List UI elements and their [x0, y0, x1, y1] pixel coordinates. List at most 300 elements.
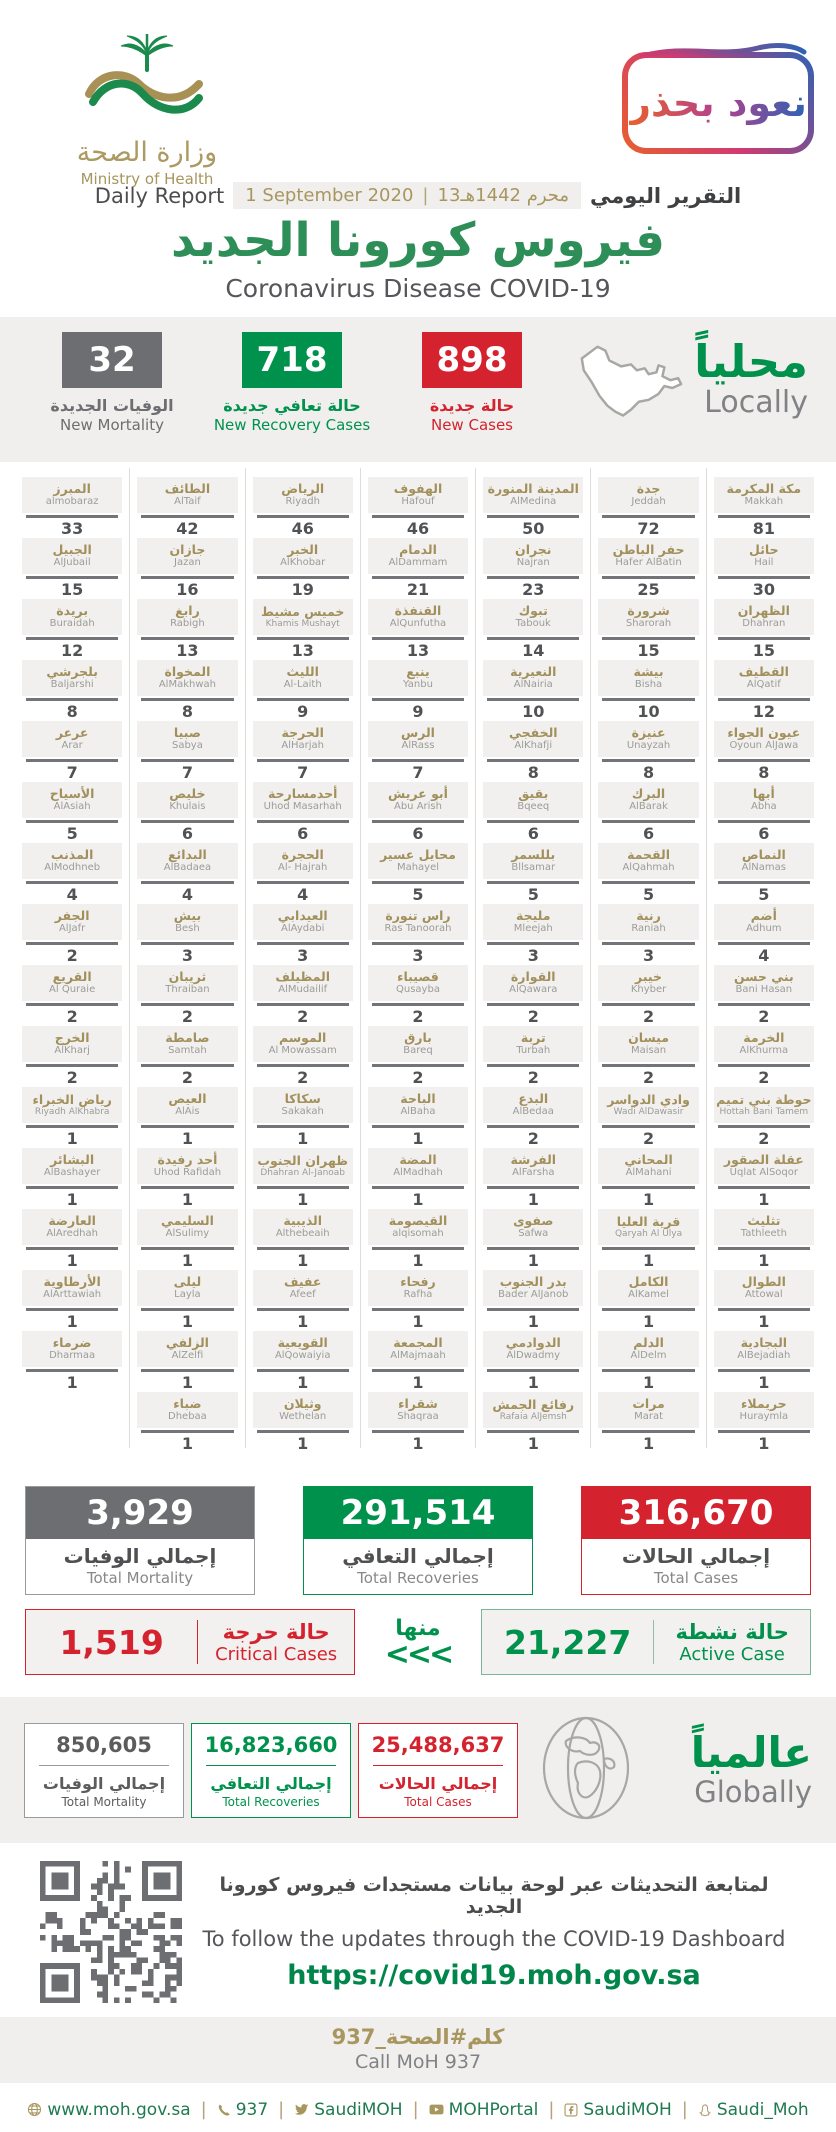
city-name-en: Hafer AlBatin	[615, 557, 682, 569]
city-cell	[130, 655, 244, 721]
city-name-ar: بيش	[173, 908, 202, 924]
city-name-en: Sharorah	[625, 618, 672, 630]
city-cell	[476, 1021, 590, 1087]
divider	[602, 1003, 694, 1006]
divider	[718, 759, 810, 762]
city-name-ar: المذنب	[50, 847, 94, 863]
city-name-ar: الأرطاوية	[43, 1274, 101, 1290]
global-recoveries-value: 16,823,660	[204, 1732, 338, 1757]
city-name-en: AlQawara	[509, 984, 558, 996]
divider	[372, 1186, 464, 1189]
city-column	[590, 468, 705, 1453]
city-cell	[591, 655, 705, 721]
city-name-en: AlQowaiyia	[274, 1350, 331, 1362]
total-mortality-label-en: Total Mortality	[86, 1569, 194, 1587]
moh-logo-english: Ministry of Health	[80, 170, 214, 188]
global-cases-box	[358, 1723, 518, 1818]
city-case-count: 6	[642, 823, 655, 843]
divider	[257, 1308, 349, 1311]
city-case-count: 10	[637, 701, 660, 721]
city-name-ar: القريع	[52, 969, 92, 985]
city-name-ar: البجادية	[740, 1335, 788, 1351]
city-name-en: Bareq	[403, 1045, 433, 1057]
city-case-count: 1	[527, 1311, 539, 1331]
city-name-en: Unayzah	[626, 740, 671, 752]
local-totals	[0, 1486, 836, 1595]
city-case-count: 13	[291, 640, 314, 660]
divider	[141, 1430, 233, 1433]
city-case-count: 1	[66, 1128, 78, 1148]
new-mortality-label-en: New Mortality	[60, 416, 164, 434]
city-name-ar: عيون الجواء	[727, 725, 801, 741]
active-label-ar: حالة نشطة	[675, 1619, 789, 1644]
city-name-en: Layla	[174, 1289, 201, 1301]
city-name-en: Uhod Rafidah	[153, 1167, 222, 1179]
city-cell	[476, 838, 590, 904]
city-cell	[591, 1143, 705, 1209]
city-case-count: 1	[642, 1372, 655, 1392]
city-name-en: Hottah Bani Tamem	[719, 1106, 809, 1117]
city-name-ar: الطائف	[164, 481, 211, 497]
city-name-en: Dhebaa	[168, 1411, 207, 1423]
divider	[718, 942, 810, 945]
divider	[372, 1003, 464, 1006]
city-case-count: 2	[527, 1067, 539, 1087]
city-case-count: 16	[176, 579, 199, 599]
badge-label: نعود بحذر	[629, 81, 807, 125]
divider	[26, 576, 118, 579]
city-case-count: 21	[406, 579, 430, 599]
footer-separator: |	[278, 2099, 285, 2120]
city-name-ar: رفائع الجمش	[492, 1396, 575, 1412]
city-name-ar: السليمي	[160, 1213, 214, 1229]
city-cell	[15, 1326, 129, 1392]
divider	[141, 1369, 233, 1372]
city-cell	[591, 899, 705, 965]
divider	[257, 1247, 349, 1250]
city-name-ar: قصيباء	[397, 969, 439, 985]
divider	[602, 1308, 694, 1311]
city-cell	[707, 1326, 821, 1392]
footer-link-saudimoh[interactable]	[294, 2100, 402, 2120]
new-recoveries-label-en: New Recovery Cases	[213, 416, 371, 434]
city-name-ar: حائل	[749, 542, 779, 558]
active-label-en: Active Case	[679, 1643, 785, 1665]
city-name-en: AlBedaa	[512, 1106, 554, 1118]
city-cell	[476, 1265, 590, 1331]
global-recoveries-label-ar: إجمالي التعافي	[210, 1773, 332, 1793]
city-cell	[707, 1387, 821, 1453]
city-case-count: 1	[181, 1250, 193, 1270]
divider	[257, 1369, 349, 1372]
city-name-en: Riyadh AlKhabra	[34, 1106, 110, 1117]
divider	[372, 1308, 464, 1311]
city-cell	[130, 1021, 244, 1087]
new-recoveries-stat	[208, 332, 376, 434]
divider	[372, 881, 464, 884]
city-cell	[476, 655, 590, 721]
divider	[257, 637, 349, 640]
divider	[602, 576, 694, 579]
city-cell	[591, 1265, 705, 1331]
local-stats-band	[0, 317, 836, 462]
globally-label-ar: عالمياً	[690, 1727, 812, 1777]
critical-active-band	[0, 1609, 836, 1675]
city-name-en: AlHarjah	[281, 740, 325, 752]
city-cell	[707, 533, 821, 599]
city-name-en: AlModhneb	[44, 862, 101, 874]
return-with-caution-badge	[622, 52, 814, 154]
call-moh-band	[0, 2017, 836, 2083]
snapchat-icon	[698, 2103, 712, 2117]
city-cell	[476, 1143, 590, 1209]
global-cases-label-en: Total Cases	[404, 1794, 472, 1809]
city-case-count: 30	[752, 579, 775, 599]
city-case-count: 1	[412, 1311, 424, 1331]
city-name-en: Mahayel	[396, 862, 440, 874]
city-cell	[130, 533, 244, 599]
divider	[26, 515, 118, 518]
city-case-count: 8	[642, 762, 655, 782]
city-cell	[15, 594, 129, 660]
city-name-ar: نجران	[515, 542, 552, 558]
divider	[602, 1125, 694, 1128]
city-cell	[246, 533, 360, 599]
qr-code	[40, 1861, 182, 2003]
city-cell	[130, 960, 244, 1026]
city-cell	[361, 655, 475, 721]
city-name-ar: البرك	[631, 786, 666, 802]
city-name-en: Maisan	[630, 1045, 667, 1057]
city-cell	[15, 1143, 129, 1209]
city-name-en: Shaqraa	[397, 1411, 439, 1423]
city-cell	[591, 1387, 705, 1453]
city-name-en: AlDelm	[630, 1350, 667, 1362]
city-name-en: Khyber	[630, 984, 667, 996]
city-case-count: 2	[758, 1006, 770, 1026]
city-cell	[476, 533, 590, 599]
city-name-en: AlDwadmy	[506, 1350, 561, 1362]
city-name-ar: بريدة	[56, 603, 89, 619]
city-cell	[15, 1021, 129, 1087]
city-case-count: 13	[406, 640, 430, 660]
city-name-ar: البدائع	[168, 847, 207, 863]
city-name-en: Turbah	[516, 1045, 551, 1057]
divider	[373, 1765, 503, 1766]
divider	[372, 1430, 464, 1433]
city-name-en: Rafha	[403, 1289, 433, 1301]
divider	[39, 1765, 169, 1766]
city-name-ar: المدينة المنورة	[487, 481, 579, 497]
city-cell	[246, 716, 360, 782]
city-cell	[15, 1204, 129, 1270]
city-case-count: 1	[758, 1433, 770, 1453]
city-cell	[246, 472, 360, 538]
city-case-count: 8	[181, 701, 193, 721]
city-name-ar: وثيلان	[283, 1396, 322, 1412]
city-case-count: 1	[527, 1250, 539, 1270]
city-name-ar: الحجرة	[281, 847, 324, 863]
dashboard-url-link[interactable]: https://covid19.moh.gov.sa	[287, 1959, 701, 1991]
city-case-count: 2	[66, 1067, 78, 1087]
city-name-ar: حوطة بني تميم	[716, 1091, 812, 1107]
city-case-count: 33	[61, 518, 84, 538]
critical-cases-value: 1,519	[59, 1622, 164, 1662]
footer-link-937[interactable]	[217, 2100, 268, 2120]
city-cell	[361, 838, 475, 904]
city-name-ar: القنفذة	[394, 603, 442, 619]
footer-link-www-moh-gov-sa[interactable]	[27, 2100, 190, 2120]
city-cell	[707, 1265, 821, 1331]
city-name-en: Al Mowassam	[268, 1045, 337, 1057]
city-name-en: Buraidah	[49, 618, 95, 630]
city-cell	[361, 1021, 475, 1087]
total-recoveries-value: 291,514	[304, 1487, 532, 1539]
divider	[718, 637, 810, 640]
globe-icon	[536, 1713, 636, 1827]
city-name-en: AlJafr	[58, 923, 86, 935]
city-case-count: 2	[66, 945, 78, 965]
city-cell	[707, 838, 821, 904]
city-cell	[15, 960, 129, 1026]
city-name-ar: ضباء	[173, 1396, 202, 1412]
city-cell	[246, 1082, 360, 1148]
globally-section-label	[690, 1727, 812, 1810]
city-cell	[130, 1326, 244, 1392]
divider	[372, 1247, 464, 1250]
city-name-ar: الليث	[286, 664, 319, 680]
city-name-ar: الدوادمي	[505, 1335, 561, 1351]
city-name-ar: بني حسن	[733, 969, 794, 985]
global-cases-label-ar: إجمالي الحالات	[378, 1773, 498, 1793]
city-case-count: 1	[297, 1128, 309, 1148]
city-name-ar: تربة	[520, 1030, 546, 1046]
divider	[718, 820, 810, 823]
city-cell	[361, 594, 475, 660]
footer-link-mohportal[interactable]	[429, 2100, 539, 2120]
footer-link-label: www.moh.gov.sa	[47, 2099, 191, 2120]
new-cases-label-en: New Cases	[430, 416, 513, 434]
new-cases-value: 898	[422, 332, 522, 388]
city-name-ar: البشائر	[50, 1152, 95, 1168]
city-case-count: 1	[412, 1433, 424, 1453]
city-cell	[591, 1326, 705, 1392]
city-name-ar: القوارة	[510, 969, 556, 985]
city-name-en: Bqeeq	[517, 801, 550, 813]
divider	[26, 759, 118, 762]
city-cell	[130, 777, 244, 843]
city-name-en: Riyadh	[285, 496, 320, 508]
city-case-count: 6	[297, 823, 309, 843]
city-name-en: Raniah	[631, 923, 666, 935]
city-cell	[476, 1204, 590, 1270]
moh-logo-icon	[77, 32, 217, 137]
city-cell	[15, 899, 129, 965]
city-cell	[130, 1204, 244, 1270]
city-cell	[707, 594, 821, 660]
city-case-count: 7	[181, 762, 193, 782]
city-name-ar: الطوال	[741, 1274, 786, 1290]
city-cell	[15, 838, 129, 904]
city-cell	[591, 1082, 705, 1148]
divider	[602, 942, 694, 945]
divider	[141, 942, 233, 945]
city-case-count: 25	[637, 579, 660, 599]
locally-label-en: Locally	[704, 385, 808, 421]
city-cell	[591, 472, 705, 538]
city-name-en: AlAis	[175, 1106, 200, 1118]
city-name-ar: الحرجة	[281, 725, 324, 741]
left-chevrons-icon: <<<	[384, 1637, 452, 1672]
city-name-ar: الخرج	[54, 1030, 90, 1046]
city-name-en: Qusayba	[396, 984, 440, 996]
divider	[487, 881, 579, 884]
divider	[602, 698, 694, 701]
city-cell	[476, 716, 590, 782]
city-name-ar: تبوك	[518, 603, 548, 619]
city-name-en: Jazan	[174, 557, 201, 569]
total-recoveries-label-ar: إجمالي التعافي	[342, 1544, 494, 1568]
total-mortality-box	[25, 1486, 255, 1595]
city-name-ar: شرورة	[627, 603, 670, 619]
city-name-en: Bisha	[634, 679, 663, 691]
city-cell	[246, 1204, 360, 1270]
city-case-count: 1	[181, 1189, 193, 1209]
city-name-en: AlAredhah	[46, 1228, 98, 1240]
city-case-count: 1	[642, 1250, 655, 1270]
divider	[487, 515, 579, 518]
city-name-en: Makkah	[744, 496, 784, 508]
divider	[141, 1308, 233, 1311]
city-name-ar: بقيق	[518, 786, 549, 802]
city-name-ar: بارق	[404, 1030, 432, 1046]
divider	[141, 698, 233, 701]
of-which-label-ar: منها	[395, 1616, 441, 1641]
divider	[487, 759, 579, 762]
city-name-ar: المخواة	[164, 664, 211, 680]
city-case-count: 6	[412, 823, 424, 843]
city-cell	[476, 777, 590, 843]
city-case-count: 1	[758, 1189, 770, 1209]
city-case-count: 1	[527, 1189, 539, 1209]
city-cell	[361, 899, 475, 965]
footer-link-label: SaudiMOH	[583, 2099, 672, 2120]
footer-separator: |	[200, 2099, 207, 2120]
city-case-count: 6	[527, 823, 539, 843]
active-cases-value: 21,227	[503, 1622, 632, 1662]
city-case-count: 46	[291, 518, 314, 538]
city-name-en: AlKhurma	[739, 1045, 789, 1057]
city-case-count: 5	[642, 884, 655, 904]
city-case-count: 15	[637, 640, 660, 660]
city-case-count: 1	[527, 1372, 539, 1392]
city-name-ar: المضة	[399, 1152, 437, 1168]
city-name-ar: الدمام	[399, 542, 437, 558]
city-case-count: 7	[66, 762, 78, 782]
city-name-ar: سكاكا	[284, 1091, 321, 1107]
footer-link-saudi-moh[interactable]	[698, 2100, 809, 2120]
city-case-count: 1	[758, 1311, 770, 1331]
city-name-ar: أبها	[752, 786, 775, 802]
city-cell	[476, 1082, 590, 1148]
divider	[718, 698, 810, 701]
global-mortality-value: 850,605	[56, 1732, 152, 1757]
city-name-en: Rabigh	[170, 618, 205, 630]
city-case-count: 3	[181, 945, 193, 965]
badge-swoosh-icon	[638, 40, 808, 60]
page-title-arabic: فيروس كورونا الجديد	[171, 213, 665, 268]
city-name-ar: تثليث	[747, 1213, 781, 1229]
city-cell	[361, 1204, 475, 1270]
footer-link-label: MOHPortal	[448, 2099, 539, 2120]
city-name-en: AlAydabi	[281, 923, 325, 935]
divider	[26, 820, 118, 823]
city-cell	[591, 716, 705, 782]
city-name-en: Najran	[516, 557, 550, 569]
city-name-ar: الظهران	[737, 603, 790, 619]
city-name-en: Rafaia AlJemsh	[499, 1411, 567, 1422]
city-name-ar: عقلة الصقور	[723, 1152, 804, 1168]
divider	[26, 1064, 118, 1067]
city-name-ar: الهفوف	[393, 481, 443, 497]
divider	[141, 881, 233, 884]
city-case-count: 9	[412, 701, 424, 721]
city-name-en: Sabya	[171, 740, 203, 752]
city-cell	[476, 472, 590, 538]
city-name-ar: حفر الباطن	[612, 542, 685, 558]
city-case-count: 8	[758, 762, 770, 782]
call-moh-en: Call MoH 937	[354, 2051, 482, 2073]
city-case-count: 4	[66, 884, 78, 904]
footer-link-saudimoh[interactable]	[564, 2100, 671, 2120]
city-case-count: 13	[176, 640, 199, 660]
city-name-ar: ضرماء	[52, 1335, 92, 1351]
city-case-count: 1	[181, 1433, 193, 1453]
city-name-en: AlKhafji	[514, 740, 553, 752]
divider	[602, 1064, 694, 1067]
city-cell	[476, 960, 590, 1026]
divider	[602, 1247, 694, 1250]
city-name-ar: المبرز	[53, 481, 91, 497]
divider	[141, 637, 233, 640]
city-case-count: 2	[412, 1006, 424, 1026]
city-name-en: AlNairia	[513, 679, 553, 691]
city-cell	[707, 777, 821, 843]
city-name-en: Bani Hasan	[735, 984, 793, 996]
city-name-ar: صفوى	[513, 1213, 554, 1229]
globe-icon	[27, 2102, 42, 2117]
city-cell	[130, 1265, 244, 1331]
total-cases-label-ar: إجمالي الحالات	[621, 1544, 771, 1568]
city-name-ar: الباحة	[400, 1091, 436, 1107]
divider	[602, 515, 694, 518]
city-name-en: AlMadhah	[393, 1167, 443, 1179]
city-name-en: Afeef	[289, 1289, 316, 1301]
city-name-ar: رفحاء	[400, 1274, 436, 1290]
global-recoveries-box	[191, 1723, 351, 1818]
city-case-count: 2	[181, 1006, 193, 1026]
new-cases-stat	[388, 332, 556, 434]
globally-label-en: Globally	[694, 1775, 812, 1810]
city-name-en: AlZelfi	[171, 1350, 204, 1362]
city-case-count: 12	[61, 640, 84, 660]
city-name-ar: العيدابي	[277, 908, 328, 924]
new-mortality-stat	[28, 332, 196, 434]
city-name-en: Attowal	[744, 1289, 783, 1301]
city-name-ar: بلجرشي	[46, 664, 98, 680]
divider	[141, 1125, 233, 1128]
city-cell	[361, 777, 475, 843]
